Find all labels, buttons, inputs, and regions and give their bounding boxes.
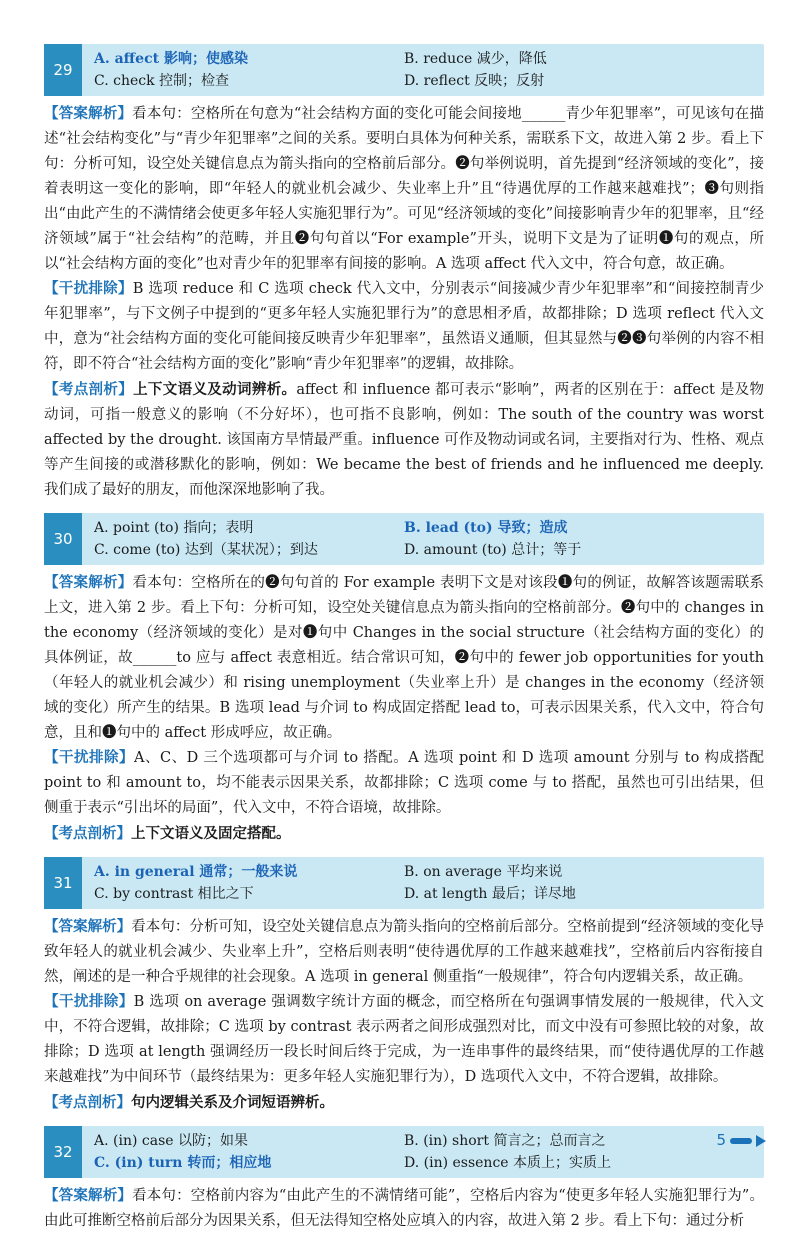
section-lead: 句内逻辑关系及介词短语辨析。 (131, 1094, 334, 1111)
question-number: 29 (44, 44, 82, 96)
option: B. on average 平均来说 (404, 864, 563, 880)
option: D. at length 最后；详尽地 (404, 886, 576, 902)
option: A. point (to) 指向；表明 (94, 520, 254, 536)
question-block (44, 857, 764, 1116)
section-tag: 【考点剖析】 (44, 1095, 131, 1111)
explanation-paragraph (44, 990, 764, 1090)
explanation-paragraph (44, 821, 764, 847)
explanation-paragraph (44, 1090, 764, 1116)
option: B. reduce 减少，降低 (404, 51, 547, 67)
option: D. (in) essence 本质上；实质上 (404, 1155, 612, 1171)
explanation-paragraph (44, 1184, 764, 1234)
question-number: 32 (44, 1126, 82, 1178)
question-options-box (44, 513, 764, 565)
page-number-label: 5 (716, 1131, 726, 1149)
section-tag: 【答案解析】 (44, 1188, 133, 1204)
explanation-paragraph (44, 571, 764, 746)
page-content (44, 44, 764, 1244)
section-text: B 选项 reduce 和 C 选项 check 代入文中，分别表示“间接减少青少年犯罪率”和“间接控制青少年犯罪率”，与下文例子中提到的“更多年轻人实施犯罪行为”的意思相矛盾，故都排除；D 选项 reflect 代入文中，意为“社会结构方面的变化可能间接反映青少年犯罪率”，虽然语义通顺，但其显然与❷❸句举例的内容不相符，即不符合“社会结构方面的变化”影响“青少年犯罪率”的逻辑，故排除。 (44, 281, 764, 372)
option: C. come (to) 达到（某状况）；到达 (94, 542, 318, 558)
question-options-box (44, 1126, 764, 1178)
question-block (44, 1126, 764, 1234)
question-number: 30 (44, 513, 82, 565)
section-text: B 选项 on average 强调数字统计方面的概念，而空格所在句强调事情发展的一般规律，代入文中，不符合逻辑，故排除；C 选项 by contrast 表示两者之间形成强烈对比，而文中没有可参照比较的对象，故排除；D 选项 at length 强调经历一段长时间后终于完成，为一连串事件的最终结果，而“使待遇优厚的工作越来越难找”为中间环节（最终结果为：更多年轻人实施犯罪行为），D 选项代入文中，不符合逻辑，故排除。 (44, 994, 765, 1085)
option: B. (in) short 简言之；总而言之 (404, 1133, 606, 1149)
question-number: 31 (44, 857, 82, 909)
option-correct: B. lead (to) 导致；造成 (404, 520, 568, 536)
section-text: A、C、D 三个选项都可与介词 to 搭配。A 选项 point 和 D 选项 amount 分别与 to 构成搭配 point to 和 amount to，均不能表示因果关系，故都排除；C 选项 come 与 to 搭配，虽然也可引出结果，但侧重于表示“引出坏的局面”，代入文中，不符合语境，故排除。 (44, 750, 764, 816)
question-options-box (44, 857, 764, 909)
section-text: 看本句：分析可知，设空处关键信息点为箭头指向的空格前后部分。空格前提到“经济领域的变化导致年轻人的就业机会减少、失业率上升”，空格后则表明“使待遇优厚的工作越来越难找”，空格前后内容衔接自然，阐述的是一种合乎规律的社会现象。A 选项 in general 侧重指“一般规律”，符合句内逻辑关系，故正确。 (44, 919, 764, 985)
section-tag: 【答案解析】 (44, 575, 133, 591)
section-tag: 【考点剖析】 (44, 826, 131, 842)
section-lead: 上下文语义及动词辨析。 (133, 381, 297, 398)
option-correct: A. affect 影响；使感染 (94, 51, 248, 67)
section-text: 看本句：空格前内容为“由此产生的不满情绪可能”，空格后内容为“使更多年轻人实施犯罪行为”。由此可推断空格前后部分为因果关系，但无法得知空格处应填入的内容，故进入第 2 步。看上下句：通过分析 (44, 1188, 764, 1229)
section-text: affect 和 influence 都可表示“影响”，两者的区别在于：affect 是及物动词，可指一般意义的影响（不分好坏），也可指不良影响，例如：The south of the country was worst affected by the drought. 该国南方旱情最严重。influence 可作及物动词或名词，主要指对行为、性格、观点等产生间接的或潜移默化的影响，例如：We became the best of friends and he influenced me deeply. 我们成了最好的朋友，而他深深地影响了我。 (44, 382, 765, 498)
explanation-paragraph (44, 277, 764, 377)
option: D. reflect 反映；反射 (404, 73, 545, 89)
option-correct: C. (in) turn 转而；相应地 (94, 1155, 272, 1171)
option: A. (in) case 以防；如果 (94, 1133, 248, 1149)
question-block (44, 44, 764, 503)
question-options-box (44, 44, 764, 96)
explanation-paragraph (44, 915, 764, 990)
section-lead: 上下文语义及固定搭配。 (131, 825, 291, 842)
section-tag: 【考点剖析】 (44, 382, 134, 398)
section-tag: 【答案解析】 (44, 919, 132, 935)
option: C. check 控制；检查 (94, 73, 230, 89)
page-arrow-head-icon (756, 1135, 766, 1147)
page-arrow-icon (730, 1138, 752, 1144)
section-tag: 【干扰排除】 (44, 281, 133, 297)
section-tag: 【答案解析】 (44, 106, 133, 122)
page-number (716, 1128, 766, 1153)
question-block (44, 513, 764, 847)
option: D. amount (to) 总计；等于 (404, 542, 582, 558)
section-tag: 【干扰排除】 (44, 750, 135, 766)
section-text: 看本句：空格所在句意为“社会结构方面的变化可能会间接地______青少年犯罪率”，可见该句在描述“社会结构变化”与“青少年犯罪率”之间的关系。要明白具体为何种关系，需联系下文，故进入第 2 步。看上下句：分析可知，设空处关键信息点为箭头指向的空格前后部分。❷句举例说明，首先提到“经济领域的变化”，接着表明这一变化的影响，即“年轻人的就业机会减少、失业率上升”且“待遇优厚的工作越来越难找”；❸句则指出“由此产生的不满情绪会使更多年轻人实施犯罪行为”。可见“经济领域的变化”间接影响青少年的犯罪率，且“经济领域”属于“社会结构”的范畴，并且❷句句首以“For example”开头，说明下文是为了证明❶句的观点，所以“社会结构方面的变化”也对青少年的犯罪率有间接的影响。A 选项 affect 代入文中，符合句意，故正确。 (44, 106, 764, 272)
option: C. by contrast 相比之下 (94, 886, 254, 902)
option-correct: A. in general 通常；一般来说 (94, 864, 298, 880)
section-tag: 【干扰排除】 (44, 994, 134, 1010)
section-text: 看本句：空格所在的❷句句首的 For example 表明下文是对该段❶句的例证，故解答该题需联系上文，进入第 2 步。看上下句：分析可知，设空处关键信息点为箭头指向的空格前部分。❷句中的 changes in the economy（经济领域的变化）是对❶句中 Changes in the social structure（社会结构方面的变化）的具体例证，故______to 应与 affect 表意相近。结合常识可知，❷句中的 fewer job opportunities for youth（年轻人的就业机会减少）和 rising unemployment（失业率上升）是 changes in the economy（经济领域的变化）所产生的结果。B 选项 lead 与介词 to 构成固定搭配 lead to，可表示因果关系，代入文中，符合句意，且和❶句中的 affect 形成呼应，故正确。 (44, 575, 764, 741)
explanation-paragraph (44, 746, 764, 821)
explanation-paragraph (44, 102, 764, 277)
explanation-paragraph (44, 377, 764, 503)
